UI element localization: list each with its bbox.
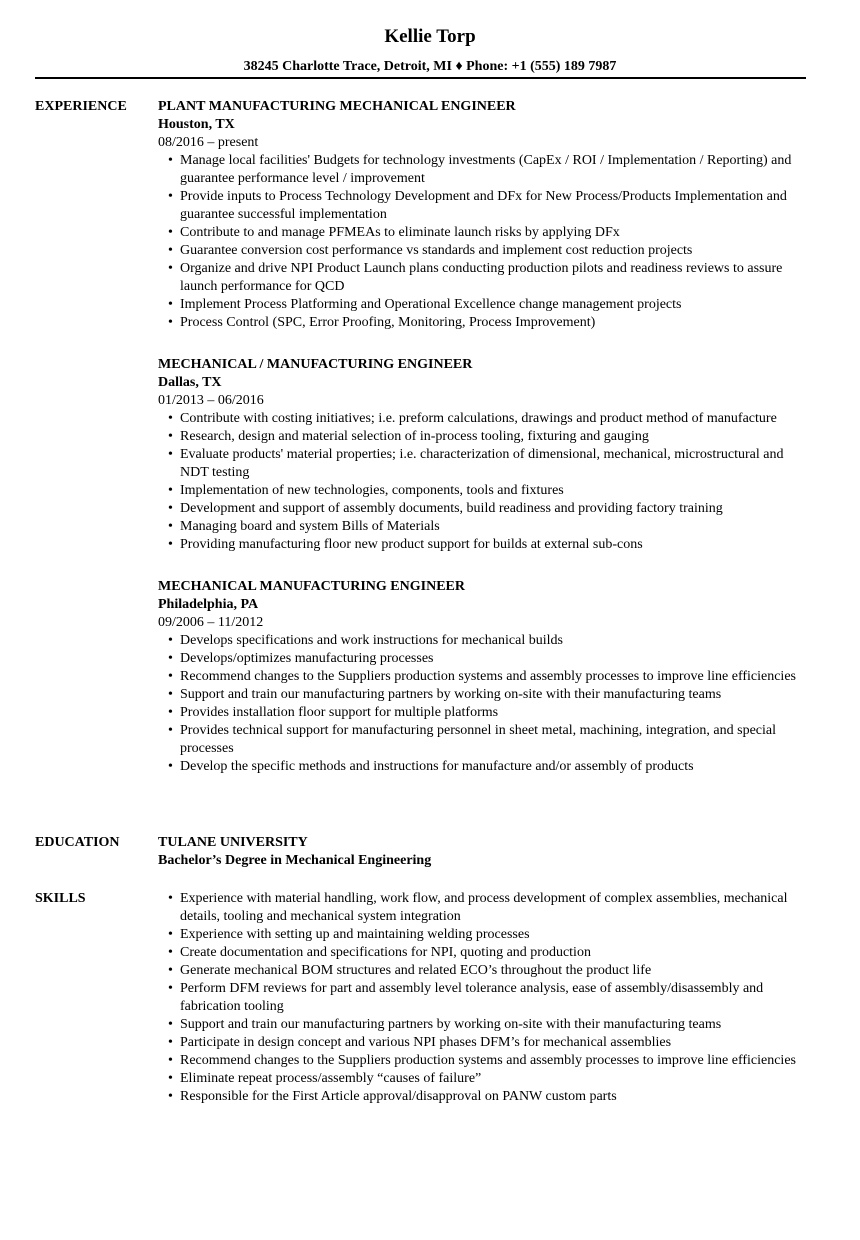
list-item: • Experience with setting up and maintaining welding processes (180, 926, 806, 944)
list-item: • Support and train our manufacturing partners by working on-site with their manufacturing teams (180, 686, 806, 704)
school-name: TULANE UNIVERSITY (158, 835, 308, 850)
job-location: Dallas, TX (158, 375, 222, 390)
job-entry (158, 578, 806, 776)
job-title: MECHANICAL / MANUFACTURING ENGINEER (158, 357, 473, 372)
list-item: • Develops/optimizes manufacturing processes (180, 650, 806, 668)
list-item: • Evaluate products' material properties; i.e. characterization of dimensional, mechanical, microstructural and NDT testing (180, 446, 806, 482)
section-title: EDUCATION (35, 835, 120, 850)
list-item: • Recommend changes to the Suppliers production systems and assembly processes to improve line efficiencies (180, 668, 806, 686)
list-item: • Process Control (SPC, Error Proofing, Monitoring, Process Improvement) (180, 314, 806, 332)
header-divider (35, 77, 806, 79)
list-item: • Contribute to and manage PFMEAs to eliminate launch risks by applying DFx (180, 224, 806, 242)
skills-list (158, 890, 806, 1106)
list-item: • Develop the specific methods and instructions for manufacture and/or assembly of products (180, 758, 806, 776)
list-item: • Eliminate repeat process/assembly “causes of failure” (180, 1070, 806, 1088)
job-bullets (158, 410, 806, 554)
job-title: MECHANICAL MANUFACTURING ENGINEER (158, 579, 465, 594)
list-item: • Develops specifications and work instructions for mechanical builds (180, 632, 806, 650)
skills-section (35, 890, 806, 1106)
list-item: • Provides installation floor support for multiple platforms (180, 704, 806, 722)
list-item: • Support and train our manufacturing partners by working on-site with their manufacturing teams (180, 1016, 806, 1034)
list-item: • Contribute with costing initiatives; i.e. preform calculations, drawings and product method of manufacture (180, 410, 806, 428)
job-bullets (158, 632, 806, 776)
list-item: • Development and support of assembly documents, build readiness and providing factory training (180, 500, 806, 518)
experience-section (35, 98, 806, 800)
section-title: SKILLS (35, 891, 86, 906)
list-item: • Research, design and material selection of in-process tooling, fixturing and gauging (180, 428, 806, 446)
list-item: • Guarantee conversion cost performance vs standards and implement cost reduction projects (180, 242, 806, 260)
list-item: • Organize and drive NPI Product Launch plans conducting production pilots and readiness reviews to assure launch performance for QCD (180, 260, 806, 296)
job-location: Philadelphia, PA (158, 597, 259, 612)
list-item: • Manage local facilities' Budgets for technology investments (CapEx / ROI / Implementation / Reporting) and guarantee performance level / improvement (180, 152, 806, 188)
job-entry (158, 356, 806, 554)
list-item: • Create documentation and specifications for NPI, quoting and production (180, 944, 806, 962)
list-item: • Implement Process Platforming and Operational Excellence change management projects (180, 296, 806, 314)
job-bullets (158, 152, 806, 332)
list-item: • Generate mechanical BOM structures and related ECO’s throughout the product life (180, 962, 806, 980)
job-location: Houston, TX (158, 117, 235, 132)
list-item: • Participate in design concept and various NPI phases DFM’s for mechanical assemblies (180, 1034, 806, 1052)
degree: Bachelor’s Degree in Mechanical Engineering (158, 853, 432, 868)
list-item: • Provide inputs to Process Technology Development and DFx for New Process/Products Implementation and guarantee successful implementation (180, 188, 806, 224)
job-title: PLANT MANUFACTURING MECHANICAL ENGINEER (158, 99, 516, 114)
education-section (35, 834, 806, 870)
job-dates: 01/2013 – 06/2016 (158, 393, 264, 408)
list-item: • Experience with material handling, work flow, and process development of complex assemblies, mechanical details, tooling and mechanical system integration (180, 890, 806, 926)
list-item: • Providing manufacturing floor new product support for builds at external sub-cons (180, 536, 806, 554)
list-item: • Responsible for the First Article approval/disapproval on PANW custom parts (180, 1088, 806, 1106)
list-item: • Perform DFM reviews for part and assembly level tolerance analysis, ease of assembly/disassembly and fabrication tooling (180, 980, 806, 1016)
contact-info: 38245 Charlotte Trace, Detroit, MI ♦ Phone: +1 (555) 189 7987 (243, 59, 617, 74)
list-item: • Recommend changes to the Suppliers production systems and assembly processes to improve line efficiencies (180, 1052, 806, 1070)
list-item: • Provides technical support for manufacturing personnel in sheet metal, machining, integration, and special processes (180, 722, 806, 758)
section-title: EXPERIENCE (35, 99, 127, 114)
list-item: • Managing board and system Bills of Materials (180, 518, 806, 536)
job-dates: 08/2016 – present (158, 135, 259, 150)
job-list (158, 98, 806, 776)
list-item: • Implementation of new technologies, components, tools and fixtures (180, 482, 806, 500)
candidate-name: Kellie Torp (384, 26, 476, 47)
job-entry (158, 98, 806, 332)
job-dates: 09/2006 – 11/2012 (158, 615, 264, 630)
